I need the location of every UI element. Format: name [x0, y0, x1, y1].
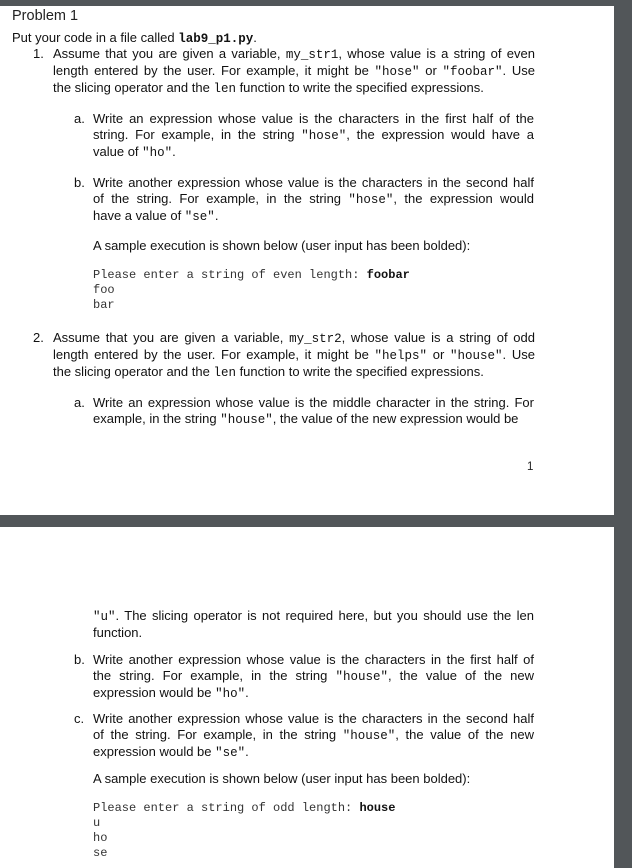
document-page-1: [0, 6, 614, 515]
intro-line: Put your code in a file called lab9_p1.py.: [12, 30, 257, 46]
q1b-text: Write another expression whose value is the characters in the second half of the string. For example, in the string "hose", the expression would have a value of "se".: [93, 175, 535, 224]
document-page-2: [0, 527, 614, 868]
q1b-label: b.: [74, 175, 85, 190]
q2-text: Assume that you are given a variable, my_str2, whose value is a string of odd length entered by the user. For example, it might be "helps" or "house". Use the slicing operator and the len function to write the specified expressions.: [53, 330, 535, 380]
q2a-continued: "u". The slicing operator is not required here, but you should use the len function.: [93, 608, 534, 640]
viewer-background-edge: [614, 0, 632, 868]
q2b-label: b.: [74, 652, 85, 667]
q2-sample-output: Please enter a string of odd length: house u ho se: [93, 801, 396, 860]
q2b-text: Write another expression whose value is the characters in the first half of the string. For example, in the string "house", the value of the new expression would be "ho".: [93, 652, 534, 701]
q2-number: 2.: [33, 330, 44, 345]
q2a-text: Write an expression whose value is the middle character in the string. For example, in the string "house", the value of the new expression would be: [93, 395, 534, 427]
q1a-label: a.: [74, 111, 85, 126]
q1-text: Assume that you are given a variable, my_str1, whose value is a string of even length entered by the user. For example, it might be "hose" or "foobar". Use the slicing operator and the len function to write the specified expressions.: [53, 46, 535, 96]
q1-number: 1.: [33, 46, 44, 61]
q2c-label: c.: [74, 711, 85, 726]
q1-sample-intro: A sample execution is shown below (user input has been bolded):: [93, 238, 471, 253]
filename: lab9_p1.py: [178, 32, 254, 46]
q2-sample-intro: A sample execution is shown below (user input has been bolded):: [93, 771, 471, 786]
q1-sample-output: Please enter a string of even length: foobar foo bar: [93, 268, 410, 312]
q2c-text: Write another expression whose value is the characters in the second half of the string. For example, in the string "house", the value of the new expression would be "se".: [93, 711, 534, 760]
q1a-text: Write an expression whose value is the characters in the first half of the string. For example, in the string "hose", the expression would have a value of "ho".: [93, 111, 534, 160]
problem-title: Problem 1: [12, 8, 79, 24]
page-number: 1: [527, 461, 534, 473]
q2a-label: a.: [74, 395, 85, 410]
